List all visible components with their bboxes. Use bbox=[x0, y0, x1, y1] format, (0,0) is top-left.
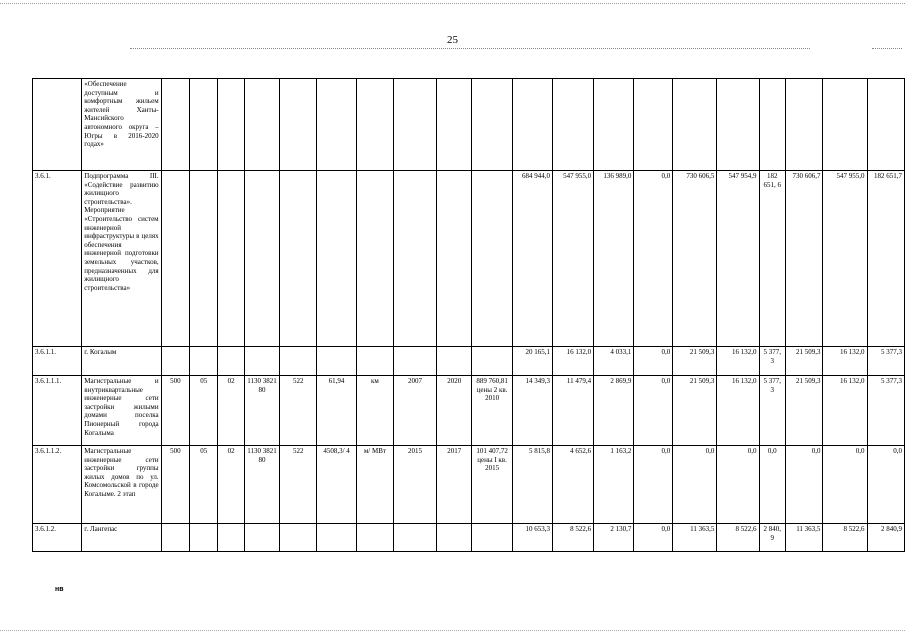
table-cell bbox=[161, 524, 189, 552]
table-cell: 1 163,2 bbox=[594, 446, 634, 524]
table-cell bbox=[218, 171, 244, 347]
table-cell bbox=[317, 524, 356, 552]
table-cell bbox=[280, 524, 317, 552]
table-cell bbox=[594, 79, 634, 171]
table-cell bbox=[161, 171, 189, 347]
table-cell bbox=[33, 79, 82, 171]
table-cell bbox=[394, 79, 437, 171]
table-cell bbox=[472, 79, 512, 171]
table-cell bbox=[437, 79, 472, 171]
table-cell bbox=[317, 79, 356, 171]
table-cell bbox=[161, 79, 189, 171]
table-cell: 0,0 bbox=[634, 347, 673, 376]
table-cell: 2 130,7 bbox=[594, 524, 634, 552]
table-cell bbox=[394, 171, 437, 347]
table-cell: 5 377,3 bbox=[867, 376, 905, 446]
table-cell: 684 944,0 bbox=[512, 171, 552, 347]
table-cell: 5 377,3 bbox=[867, 347, 905, 376]
table-cell bbox=[867, 79, 905, 171]
table-cell bbox=[552, 79, 593, 171]
table-cell: 10 653,3 bbox=[512, 524, 552, 552]
table-cell: 101 407,72 цены I кв. 2015 bbox=[472, 446, 512, 524]
table-cell bbox=[280, 79, 317, 171]
table-cell bbox=[218, 524, 244, 552]
table-cell: 21 509,3 bbox=[786, 376, 823, 446]
table-cell: 730 606,7 bbox=[786, 171, 823, 347]
table-cell: 0,0 bbox=[759, 446, 786, 524]
table-row bbox=[33, 347, 905, 376]
table-cell: 136 989,0 bbox=[594, 171, 634, 347]
table-cell bbox=[317, 347, 356, 376]
table-cell: 21 509,3 bbox=[673, 347, 717, 376]
table-cell: 21 509,3 bbox=[786, 347, 823, 376]
table-cell: 8 522,6 bbox=[823, 524, 867, 552]
table-row bbox=[33, 79, 905, 171]
table-cell bbox=[218, 79, 244, 171]
table-cell: г. Когалым bbox=[82, 347, 161, 376]
table-cell bbox=[512, 79, 552, 171]
table-cell bbox=[161, 347, 189, 376]
table-cell: 1130 3821 80 bbox=[244, 376, 279, 446]
table-cell: 3.6.1.1.2. bbox=[33, 446, 82, 524]
page-number: 25 bbox=[447, 34, 458, 46]
table-cell: 500 bbox=[161, 446, 189, 524]
header-divider bbox=[130, 48, 810, 50]
table-cell bbox=[437, 524, 472, 552]
table-cell bbox=[244, 347, 279, 376]
table-cell bbox=[190, 347, 218, 376]
table-row bbox=[33, 171, 905, 347]
table-cell bbox=[244, 171, 279, 347]
table-cell: 0,0 bbox=[823, 446, 867, 524]
table-cell: 3.6.1.2. bbox=[33, 524, 82, 552]
scan-top-edge bbox=[0, 3, 905, 5]
table-row bbox=[33, 376, 905, 446]
table-cell: 730 606,5 bbox=[673, 171, 717, 347]
table-cell: 3.6.1.1.1. bbox=[33, 376, 82, 446]
table-cell: 182 651, 6 bbox=[759, 171, 786, 347]
table-cell: Магистральные инженерные сети застройки группы жилых домов по ул. Комсомольской в городе Когалыме. 2 этап bbox=[82, 446, 161, 524]
budget-table bbox=[32, 78, 905, 552]
table-cell bbox=[786, 79, 823, 171]
table-cell: 547 954,9 bbox=[717, 171, 759, 347]
footer-mark: нв bbox=[55, 586, 64, 593]
table-cell: 522 bbox=[280, 446, 317, 524]
scan-bottom-edge bbox=[0, 630, 905, 632]
table-cell: 61,94 bbox=[317, 376, 356, 446]
table-cell bbox=[190, 524, 218, 552]
table-cell: 11 363,5 bbox=[673, 524, 717, 552]
table-cell bbox=[437, 347, 472, 376]
table-cell bbox=[472, 524, 512, 552]
table-cell: 16 132,0 bbox=[823, 347, 867, 376]
table-cell: 3.6.1.1. bbox=[33, 347, 82, 376]
table-row bbox=[33, 524, 905, 552]
table-cell bbox=[244, 79, 279, 171]
table-cell: 5 377, 3 bbox=[759, 347, 786, 376]
table-cell: 05 bbox=[190, 376, 218, 446]
header-divider-right bbox=[872, 48, 902, 50]
table-cell bbox=[190, 171, 218, 347]
table-cell: 16 132,0 bbox=[717, 347, 759, 376]
table-cell bbox=[472, 347, 512, 376]
table-cell: 547 955,0 bbox=[823, 171, 867, 347]
table-cell bbox=[717, 79, 759, 171]
table-cell: 16 132,0 bbox=[717, 376, 759, 446]
table-cell: 889 760,81 цены 2 кв. 2010 bbox=[472, 376, 512, 446]
table-cell: 4 652,6 bbox=[552, 446, 593, 524]
table-cell: 16 132,0 bbox=[823, 376, 867, 446]
table-cell bbox=[673, 79, 717, 171]
table-cell: 0,0 bbox=[634, 524, 673, 552]
table-cell: 4508,3/ 4 bbox=[317, 446, 356, 524]
table-cell bbox=[317, 171, 356, 347]
table-cell: 0,0 bbox=[634, 446, 673, 524]
table-cell bbox=[280, 171, 317, 347]
table-cell: 3.6.1. bbox=[33, 171, 82, 347]
table-cell bbox=[634, 79, 673, 171]
table-cell: 0,0 bbox=[634, 171, 673, 347]
table-cell: 20 165,1 bbox=[512, 347, 552, 376]
table-cell bbox=[356, 171, 393, 347]
table-cell bbox=[356, 347, 393, 376]
table-cell: 11 363,5 bbox=[786, 524, 823, 552]
table-cell: 05 bbox=[190, 446, 218, 524]
table-cell: 547 955,0 bbox=[552, 171, 593, 347]
table-cell bbox=[472, 171, 512, 347]
table-cell: 0,0 bbox=[867, 446, 905, 524]
table-row bbox=[33, 446, 905, 524]
table-cell: 0,0 bbox=[717, 446, 759, 524]
table-cell: 5 377, 3 bbox=[759, 376, 786, 446]
table-cell: Магистральные и внутриквартальные инженерные сети застройки жилыми домами поселка Пионерный города Когалыма bbox=[82, 376, 161, 446]
table-cell bbox=[190, 79, 218, 171]
table-cell bbox=[356, 79, 393, 171]
table-cell: 1130 3821 80 bbox=[244, 446, 279, 524]
table-cell: км bbox=[356, 376, 393, 446]
table-cell: 2 869,9 bbox=[594, 376, 634, 446]
table-cell: 02 bbox=[218, 376, 244, 446]
table-cell: 8 522,6 bbox=[717, 524, 759, 552]
table-cell: 2015 bbox=[394, 446, 437, 524]
table-cell: 16 132,0 bbox=[552, 347, 593, 376]
table-cell bbox=[759, 79, 786, 171]
table-cell: 2 840, 9 bbox=[759, 524, 786, 552]
table-cell: 4 033,1 bbox=[594, 347, 634, 376]
table-cell: 5 815,8 bbox=[512, 446, 552, 524]
table-cell: 2017 bbox=[437, 446, 472, 524]
table-cell: 0,0 bbox=[673, 446, 717, 524]
table-cell: 2 840,9 bbox=[867, 524, 905, 552]
table-cell bbox=[244, 524, 279, 552]
table-cell: Подпрограмма III. «Содействие развитию жилищного строительства». Мероприятие «Строительство систем инженерной инфраструктуры в целях обеспечения инженерной подготовки земельных участков, предназначенных для жилищного строительства» bbox=[82, 171, 161, 347]
table-cell: 11 479,4 bbox=[552, 376, 593, 446]
table-cell: 02 bbox=[218, 446, 244, 524]
table-cell bbox=[356, 524, 393, 552]
table-cell: 14 349,3 bbox=[512, 376, 552, 446]
table-cell bbox=[823, 79, 867, 171]
table-cell bbox=[394, 524, 437, 552]
table-cell bbox=[437, 171, 472, 347]
table-cell bbox=[394, 347, 437, 376]
table-cell: 0,0 bbox=[786, 446, 823, 524]
table-cell: 0,0 bbox=[634, 376, 673, 446]
table-cell: г. Лангепас bbox=[82, 524, 161, 552]
table-cell: 2007 bbox=[394, 376, 437, 446]
table-cell: 182 651,7 bbox=[867, 171, 905, 347]
table-cell: м/ МВт bbox=[356, 446, 393, 524]
table-cell: 2020 bbox=[437, 376, 472, 446]
table-cell: 21 509,3 bbox=[673, 376, 717, 446]
table-cell bbox=[280, 347, 317, 376]
table-cell bbox=[218, 347, 244, 376]
table-cell: 522 bbox=[280, 376, 317, 446]
table-cell: 8 522,6 bbox=[552, 524, 593, 552]
table-cell: «Обеспечение доступным и комфортным жильем жителей Ханты-Мансийского автономного округа – Югры в 2016-2020 годах» bbox=[82, 79, 161, 171]
table-cell: 500 bbox=[161, 376, 189, 446]
